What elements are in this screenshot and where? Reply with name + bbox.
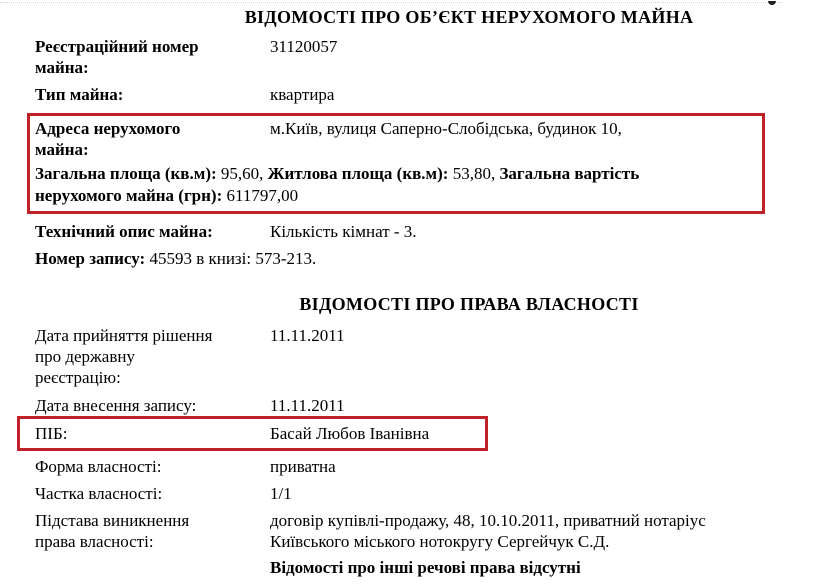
ownership-share-label: Частка власності: xyxy=(35,484,163,503)
registration-number-label-line1: Реєстраційний номер xyxy=(35,37,199,56)
total-cost-value: 611797,00 xyxy=(226,186,299,205)
registration-number-label xyxy=(35,36,270,78)
owner-name-value: Басай Любов Іванівна xyxy=(270,424,430,443)
ownership-basis-value-line1: договір купівлі-продажу, 48, 10.10.2011, приватний нотаріус xyxy=(270,511,706,530)
decision-date-label xyxy=(35,325,270,388)
other-rights-note: Відомості про інші речові права відсутні xyxy=(270,558,581,577)
registration-number-value: 31120057 xyxy=(270,37,338,56)
entry-date-value: 11.11.2011 xyxy=(270,396,345,415)
row-area-and-cost xyxy=(35,163,742,207)
entry-date-label: Дата внесення запису: xyxy=(35,396,197,415)
row-entry-date xyxy=(0,395,838,416)
ownership-basis-label-line1: Підстава виникнення xyxy=(35,511,190,530)
owner-name-label: ПІБ: xyxy=(35,424,68,443)
living-area-label: Житлова площа (кв.м): xyxy=(267,164,449,183)
decision-date-label-line1: Дата прийняття рішення xyxy=(35,326,213,345)
ownership-basis-value-line2: Київського міського нотокругу Сергейчук С.Д. xyxy=(270,532,610,551)
address-label xyxy=(35,118,270,160)
address-value: м.Київ, вулиця Саперно-Слобідська, будинок 10, xyxy=(270,119,622,138)
section-object-title: ВІДОМОСТІ ПРО ОБ’ЄКТ НЕРУХОМОГО МАЙНА xyxy=(244,7,694,27)
row-ownership-share xyxy=(0,483,838,504)
record-number-value: 45593 в книзі: 573-213. xyxy=(149,249,317,268)
registration-number-label-line2: майна: xyxy=(35,58,89,77)
page-top-scan-artifact xyxy=(0,2,782,3)
row-address xyxy=(35,118,742,160)
property-type-value: квартира xyxy=(270,85,335,104)
tech-description-label: Технічний опис майна: xyxy=(35,222,213,241)
row-owner-name xyxy=(35,423,485,444)
address-label-line1: Адреса нерухомого xyxy=(35,119,181,138)
decision-date-value: 11.11.2011 xyxy=(270,326,345,345)
highlight-box-owner-name xyxy=(17,416,488,451)
row-ownership-basis xyxy=(0,510,838,552)
total-cost-label-line1: Загальна вартість xyxy=(499,164,640,183)
total-area-label: Загальна площа (кв.м): xyxy=(35,164,217,183)
ownership-basis-label xyxy=(35,510,270,552)
section-rights-title: ВІДОМОСТІ ПРО ПРАВА ВЛАСНОСТІ xyxy=(299,294,639,314)
ownership-form-label: Форма власності: xyxy=(35,457,162,476)
address-label-line2: майна: xyxy=(35,140,89,159)
record-number-label: Номер запису: xyxy=(35,249,146,268)
total-area-value: 95,60, xyxy=(220,164,264,183)
row-property-type xyxy=(0,84,838,105)
row-decision-date xyxy=(0,325,838,388)
ownership-share-value: 1/1 xyxy=(270,484,292,503)
row-registration-number xyxy=(0,36,838,78)
property-type-label: Тип майна: xyxy=(35,85,124,104)
decision-date-label-line3: реєстрацію: xyxy=(35,368,121,387)
ownership-basis-value xyxy=(270,510,775,552)
tech-description-value: Кількість кімнат - 3. xyxy=(270,222,417,241)
highlight-box-address-area xyxy=(27,113,765,214)
decision-date-label-line2: про державну xyxy=(35,347,135,366)
scan-mark xyxy=(768,1,776,5)
ownership-basis-label-line2: права власності: xyxy=(35,532,154,551)
living-area-value: 53,80, xyxy=(452,164,496,183)
total-cost-label-line2: нерухомого майна (грн): xyxy=(35,186,223,205)
ownership-form-value: приватна xyxy=(270,457,336,476)
row-ownership-form xyxy=(0,456,838,477)
row-tech-description xyxy=(0,221,838,242)
row-record-number xyxy=(0,248,838,270)
